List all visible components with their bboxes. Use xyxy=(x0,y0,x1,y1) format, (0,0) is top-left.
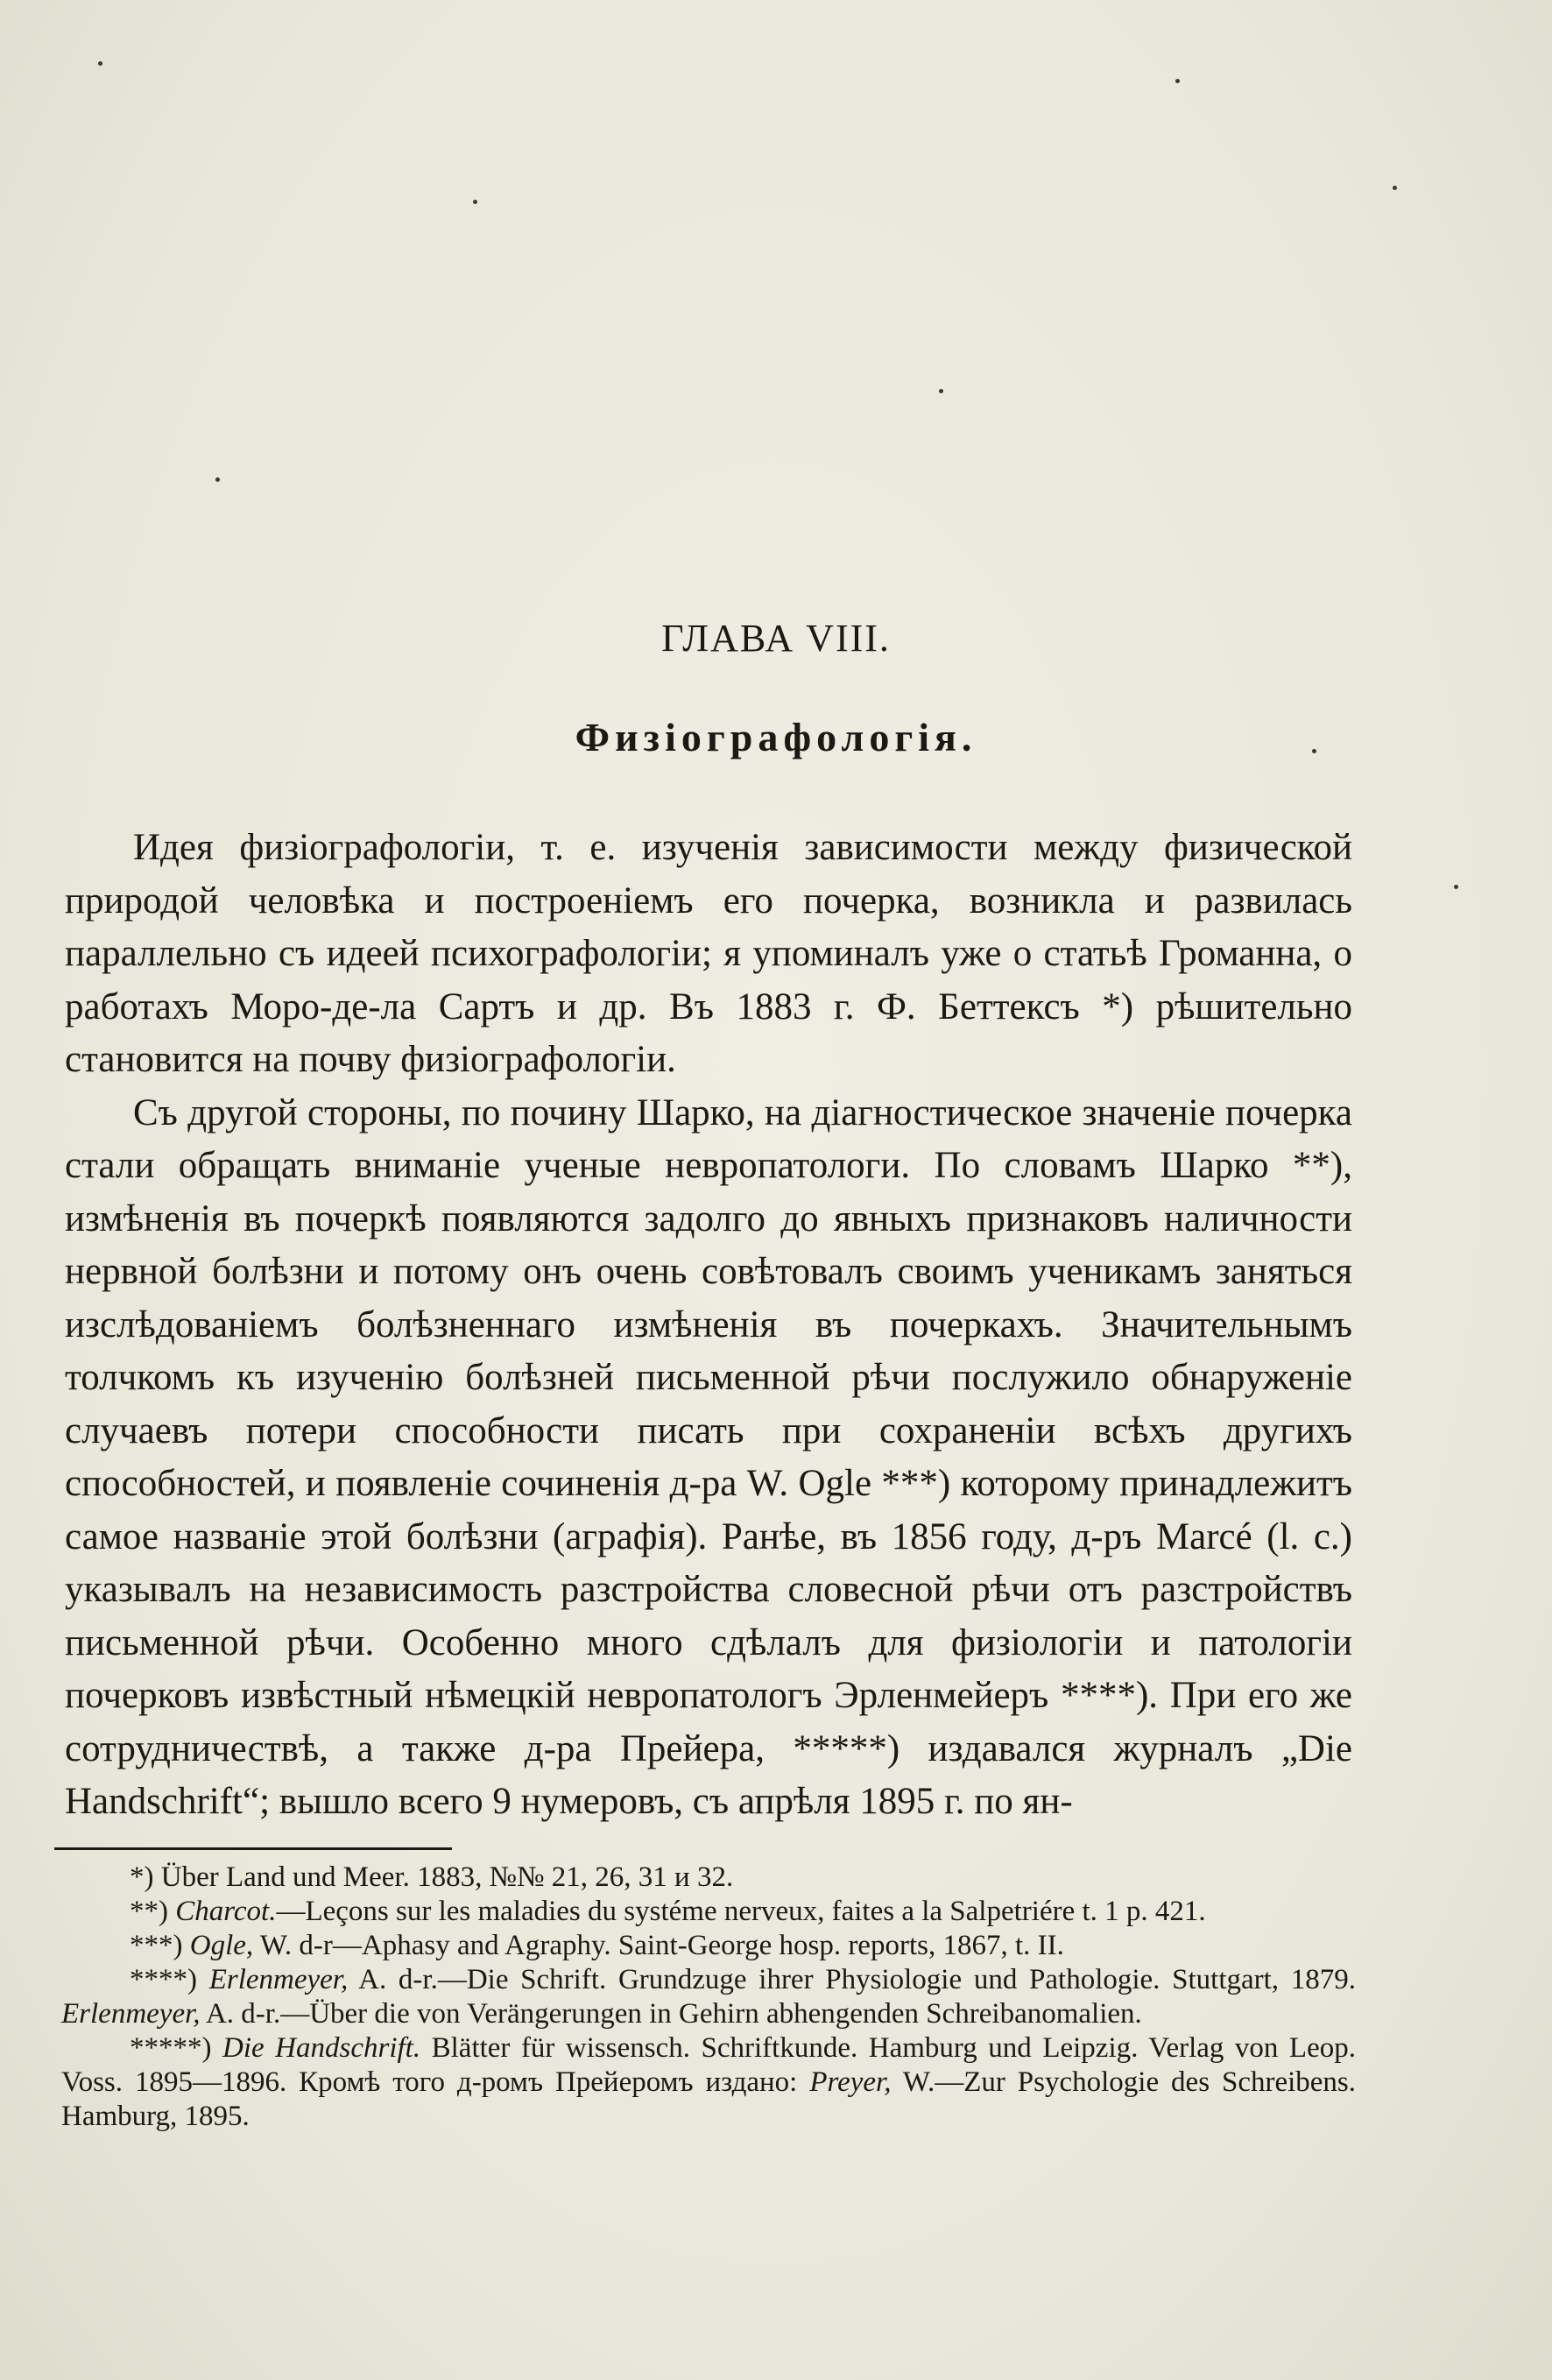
paper-speck xyxy=(215,477,220,482)
footnote-author: Charcot. xyxy=(175,1896,277,1927)
footnotes xyxy=(61,1861,1356,2134)
footnote-author: Erlenmeyer, xyxy=(61,1998,201,2030)
footnote-author: Die Handschrift. xyxy=(222,2032,421,2064)
footnote xyxy=(61,1861,1356,1895)
chapter-heading: ГЛАВА VIII. xyxy=(661,617,891,660)
paper-speck xyxy=(473,200,477,204)
footnote-mark: *) xyxy=(130,1861,154,1893)
footnote-text: W. d-r—Aphasy and Agraphy. Saint-George hosp. reports, 1867, t. II. xyxy=(259,1930,1064,1961)
footnote-mark: *****) xyxy=(130,2032,212,2064)
footnote-mark: ****) xyxy=(130,1964,197,1995)
footnote-divider xyxy=(54,1847,452,1850)
paper-speck xyxy=(1454,885,1458,889)
footnote-text: Über Land und Meer. 1883, №№ 21, 26, 31 и 32. xyxy=(160,1861,734,1893)
footnote-text: A. d-r.—Die Schrift. Grundzuge ihrer Physiologie und Pathologie. Stuttgart, 1879. xyxy=(358,1964,1357,1995)
chapter-title: Физiографологiя. xyxy=(575,715,977,759)
footnote-text: A. d-r.—Über die von Verängerungen in Gehirn abhengenden Schreibanomalien. xyxy=(205,1998,1142,2030)
footnote xyxy=(61,1895,1356,1929)
footnote xyxy=(61,1963,1356,2031)
paper-speck xyxy=(1393,186,1397,190)
footnote-author: Erlenmeyer, xyxy=(208,1964,349,1995)
paper-speck xyxy=(98,61,102,66)
footnote-text: —Leçons sur les maladies du systéme nerveux, faites a la Salpetriére t. 1 p. 421. xyxy=(276,1896,1206,1927)
footnote-text: Blätter für wissensch. Schriftkunde. Hamburg und Leipzig. Verlag von Leop. Voss. 1895—1896. Кромѣ того д-ромъ Прейеромъ издано: xyxy=(61,2032,1356,2098)
footnote-author: Preyer, xyxy=(809,2066,892,2098)
footnote-author: Ogle, xyxy=(189,1930,254,1961)
footnote-mark: ***) xyxy=(130,1930,183,1961)
paragraph: Съ другой стороны, по почину Шарко, на дiагностическое значенiе почерка стали обращать вниманiе ученые невропатологи. По словамъ Шарко **), измѣненiя въ почеркѣ появляются задолго до явныхъ признаковъ наличности нервной болѣзни и потому онъ очень совѣтовалъ своимъ ученикамъ заняться изслѣдованiемъ болѣзненнаго измѣненiя въ почеркахъ. Значительнымъ толчкомъ къ изученiю болѣзней письменной рѣчи послужило обнаруженiе случаевъ потери способности писать при сохраненiи всѣхъ другихъ способностей, и появленiе сочиненiя д-ра W. Ogle ***) которому принадлежитъ самое названiе этой болѣзни (аграфiя). Ранѣе, въ 1856 году, д-ръ Marcé (l. c.) указывалъ на независимость разстройства словесной рѣчи отъ разстройствъ письменной рѣчи. Особенно много сдѣлалъ для физiологiи и патологiи почерковъ извѣстный нѣмецкiй невропатологъ Эрленмейеръ ****). При его же сотрудничествѣ, а также д-ра Прейера, *****) издавался журналъ „Die Handschrift“; вышло всего 9 нумеровъ, съ апрѣля 1895 г. по ян- xyxy=(65,1091,1352,1822)
paragraph: Идея физiографологiи, т. е. изученiя зависимости между физической природой человѣка и построенiемъ его почерка, возникла и развилась параллельно съ идеей психографологiи; я упоминалъ уже о статьѣ Громанна, о работахъ Моро-де-ла Сартъ и др. Въ 1883 г. Ф. Беттексъ *) рѣшительно становится на почву физiографологiи. xyxy=(65,827,1352,1080)
footnote-text: W.—Zur Psychologie des Schreibens. Hamburg, 1895. xyxy=(61,2066,1357,2132)
main-text xyxy=(65,822,1352,1829)
paper-speck xyxy=(939,389,943,393)
footnote xyxy=(61,2031,1356,2134)
footnote-mark: **) xyxy=(130,1896,168,1927)
paper-speck xyxy=(1175,79,1180,83)
footnote xyxy=(61,1929,1356,1963)
